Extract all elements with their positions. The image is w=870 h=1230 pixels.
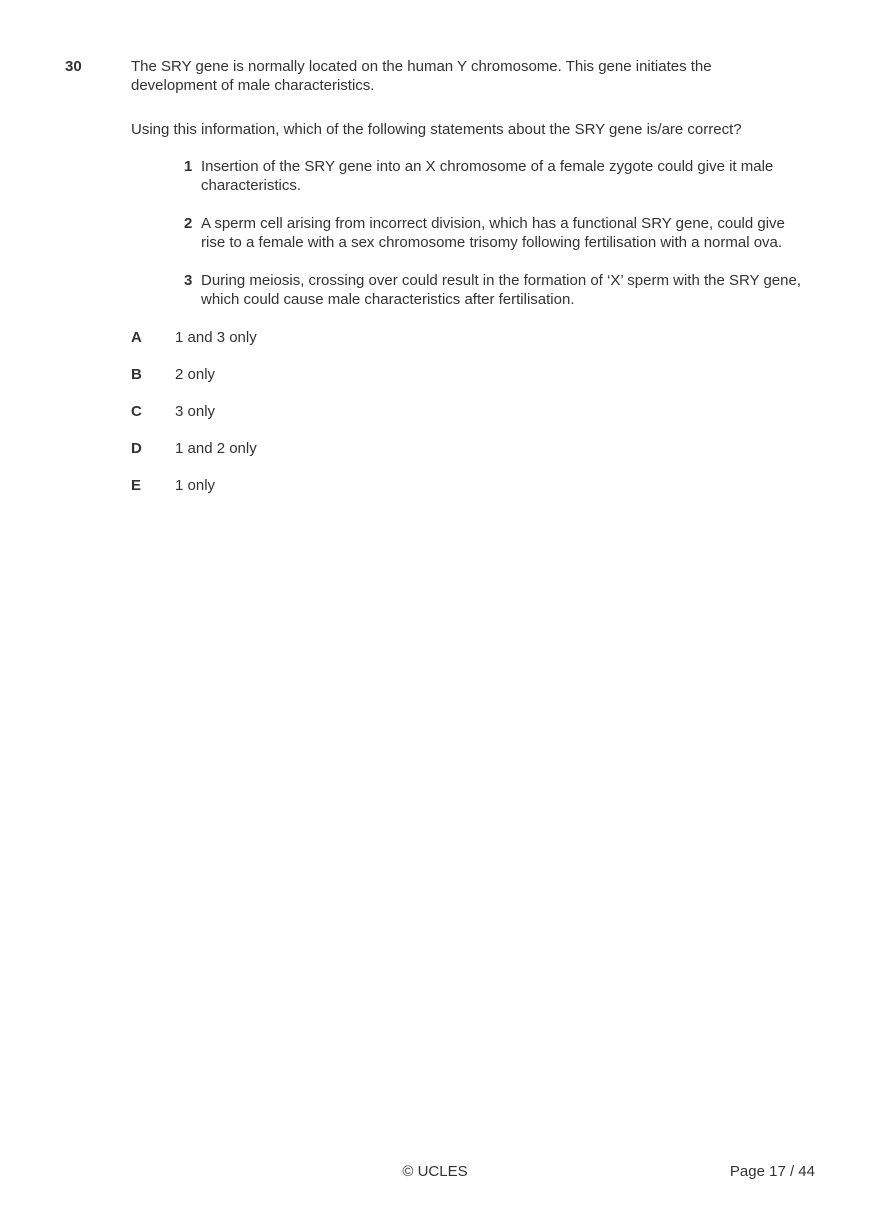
statement-3-text: During meiosis, crossing over could result in the formation of ‘X’ sperm with the SRY gene, which could cause male characteristics after fertilisation. (201, 272, 801, 308)
answer-option-a (131, 328, 806, 347)
option-e-letter: E (131, 477, 142, 494)
question-body (131, 57, 806, 513)
option-d-text: 1 and 2 only (175, 440, 257, 457)
statement-1 (184, 157, 806, 195)
statement-1-text: Insertion of the SRY gene into an X chromosome of a female zygote could give it male characteristics. (201, 158, 774, 194)
option-e-text: 1 only (175, 477, 216, 494)
statement-2 (184, 214, 806, 252)
page-footer (0, 1162, 870, 1181)
option-a-letter: A (131, 329, 142, 346)
answer-options-list (131, 328, 806, 495)
copyright-text: © UCLES (402, 1163, 468, 1180)
statements-list (131, 157, 806, 309)
option-d-letter: D (131, 440, 142, 457)
question-prompt-text: Using this information, which of the following statements about the SRY gene is/are correct? (131, 121, 742, 138)
question-number: 30 (65, 58, 82, 75)
option-c-letter: C (131, 403, 142, 420)
answer-option-b (131, 365, 806, 384)
statement-3 (184, 271, 806, 309)
option-b-letter: B (131, 366, 142, 383)
statement-1-number: 1 (184, 158, 193, 175)
answer-option-d (131, 439, 806, 458)
option-a-text: 1 and 3 only (175, 329, 257, 346)
statement-3-number: 3 (184, 272, 193, 289)
option-c-text: 3 only (175, 403, 216, 420)
page-number-label: Page 17 / 44 (729, 1163, 815, 1180)
answer-option-c (131, 402, 806, 421)
answer-option-e (131, 476, 806, 495)
statement-2-text: A sperm cell arising from incorrect division, which has a functional SRY gene, could give rise to a female with a sex chromosome trisomy following fertilisation with a normal ova. (201, 215, 785, 251)
statement-2-number: 2 (184, 215, 193, 232)
question-intro-text: The SRY gene is normally located on the human Y chromosome. This gene initiates the development of male characteristics. (131, 58, 712, 94)
option-b-text: 2 only (175, 366, 216, 383)
